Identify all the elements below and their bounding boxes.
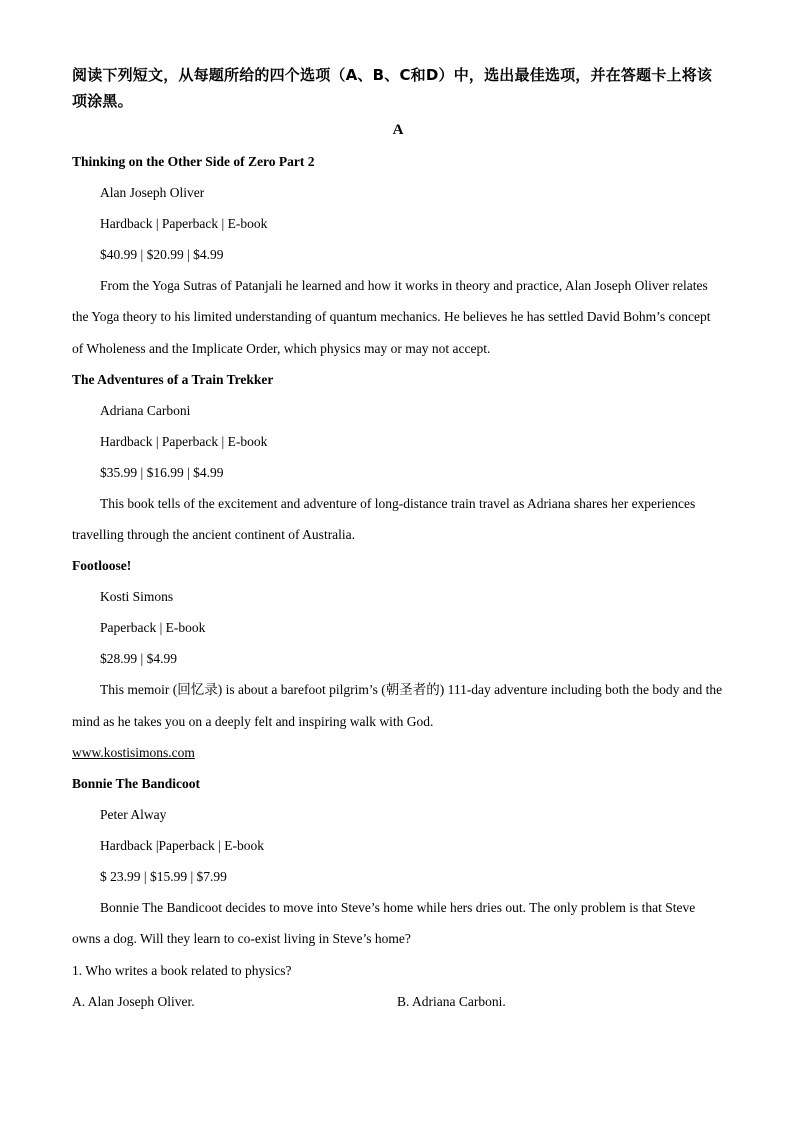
option-b: B. Adriana Carboni. xyxy=(397,993,506,1009)
book-prices: $35.99 | $16.99 | $4.99 xyxy=(100,464,224,480)
book-formats: Hardback | Paperback | E-book xyxy=(100,433,268,449)
book-formats: Hardback | Paperback | E-book xyxy=(100,216,268,231)
book-formats: Paperback | E-book xyxy=(100,620,206,636)
book-title: Thinking on the Other Side of Zero Part 2 xyxy=(72,154,315,169)
book-description: This book tells of the excitement and adventure of long-distance train travel as Adriana shares her experiences travelling through the ancient continent of Australia. xyxy=(72,495,696,543)
book-entry-4 xyxy=(72,768,724,955)
book-formats: Hardback |Paperback | E-book xyxy=(100,838,264,854)
book-description: From the Yoga Sutras of Patanjali he learned and how it works in theory and practice, Alan Joseph Oliver relates the Yoga theory to his limited understanding of quantum mechanics. He believes he has settled David Bohm’s concept of Wholeness and the Implicate Order, which physics may or may not accept. xyxy=(72,278,711,356)
book-author: Kosti Simons xyxy=(100,589,174,605)
book-author: Peter Alway xyxy=(100,807,167,823)
section-letter: A xyxy=(392,122,404,138)
book-title: Bonnie The Bandicoot xyxy=(72,776,201,792)
book-title: The Adventures of a Train Trekker xyxy=(72,371,274,387)
book-prices: $40.99 | $20.99 | $4.99 xyxy=(100,247,224,262)
book-entry-1 xyxy=(72,146,724,364)
book-title: Footloose! xyxy=(72,558,132,574)
book-description: This memoir (回忆录) is about a barefoot pilgrim’s (朝圣者的) 111-day adventure including both the body and the mind as he takes you on a deeply felt and inspiring walk with God. xyxy=(72,682,723,729)
document-page xyxy=(72,62,724,1017)
book-entry-2 xyxy=(72,364,724,551)
book-description: Bonnie The Bandicoot decides to move into Steve’s home while hers dries out. The only problem is that Steve owns a dog. Will they learn to co-exist living in Steve’s home? xyxy=(72,900,696,947)
book-author: Alan Joseph Oliver xyxy=(100,185,205,200)
book-entry-3 xyxy=(72,550,724,768)
answer-options xyxy=(72,986,724,1017)
book-prices: $ 23.99 | $15.99 | $7.99 xyxy=(100,869,227,885)
book-prices: $28.99 | $4.99 xyxy=(100,651,177,667)
author-website-link[interactable]: www.kostisimons.com xyxy=(72,745,195,761)
book-author: Adriana Carboni xyxy=(100,402,191,418)
instruction-text: 阅读下列短文，从每题所给的四个选项（A、B、C和D）中，选出最佳选项，并在答题卡上将该项涂黑。 xyxy=(72,66,713,110)
question-text: 1. Who writes a book related to physics? xyxy=(72,962,292,978)
option-a: A. Alan Joseph Oliver. xyxy=(72,993,195,1009)
